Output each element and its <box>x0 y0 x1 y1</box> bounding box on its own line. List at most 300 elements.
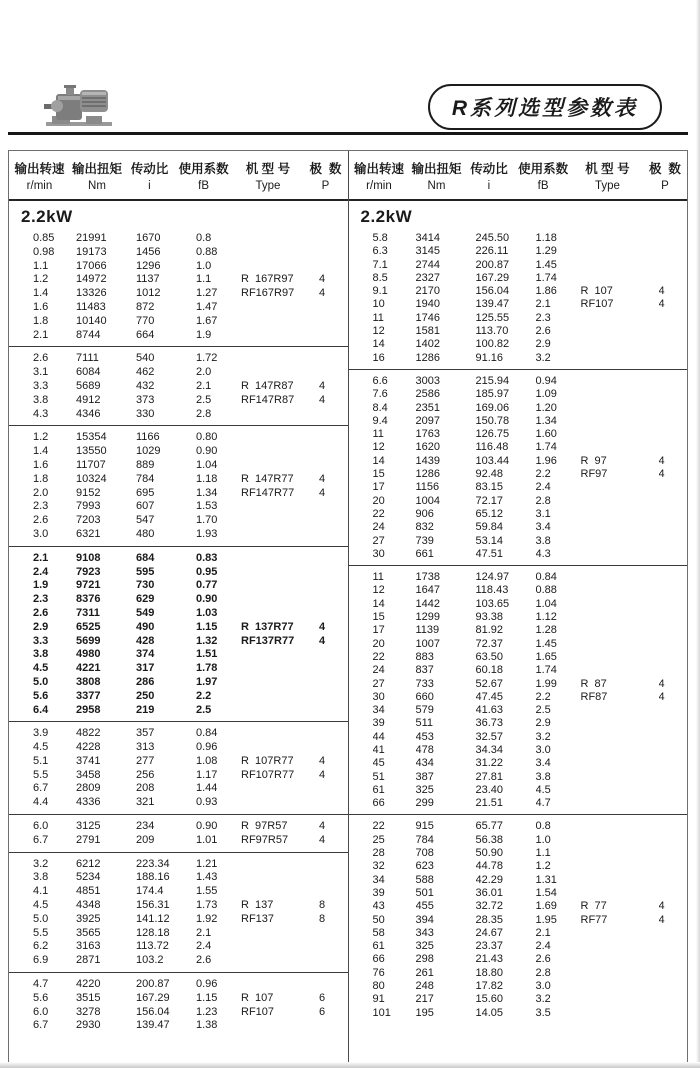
service-factor-cell: 3.1 <box>535 507 551 520</box>
output-torque-cell: 478 <box>415 743 434 756</box>
output-speed-cell: 30 <box>372 690 385 703</box>
model-type-cell <box>581 611 659 624</box>
ratio-group <box>9 431 348 541</box>
poles-cell <box>319 301 348 315</box>
poles-cell <box>659 481 688 494</box>
table-row <box>349 298 688 311</box>
table-row <box>9 704 348 718</box>
ratio-group <box>9 978 348 1033</box>
poles-cell: 8 <box>319 912 326 925</box>
service-factor-cell: 2.4 <box>535 481 551 494</box>
table-row <box>349 651 688 664</box>
ratio-cell: 36.01 <box>475 886 504 899</box>
service-factor-cell: 2.8 <box>196 407 212 420</box>
service-factor-cell: 1.1 <box>196 273 212 286</box>
output-torque-cell: 3808 <box>76 675 101 688</box>
column-header-label: 输出转速 <box>353 161 404 176</box>
ratio-cell: 277 <box>136 754 155 767</box>
model-type-cell: R 147R87 <box>241 379 294 392</box>
service-factor-cell: 2.1 <box>196 379 212 392</box>
model-type-cell <box>581 731 659 744</box>
table-row <box>9 607 348 621</box>
table-row <box>9 621 348 635</box>
output-speed-cell: 17 <box>372 481 385 494</box>
ratio-cell: 174.4 <box>136 885 164 898</box>
output-speed-cell: 41 <box>372 743 385 756</box>
table-row <box>9 246 348 260</box>
output-torque-cell: 2958 <box>76 703 101 716</box>
ratio-cell: 92.48 <box>475 468 504 481</box>
table-row <box>349 481 688 494</box>
ratio-cell: 103.65 <box>475 597 510 610</box>
poles-cell <box>659 664 688 677</box>
ratio-cell: 36.73 <box>475 717 504 730</box>
poles-cell <box>659 980 688 993</box>
table-row <box>349 771 688 784</box>
service-factor-cell: 1.20 <box>535 401 557 414</box>
column-header-unit: i <box>148 179 151 192</box>
table-body <box>349 201 688 1063</box>
column-header-unit: Nm <box>427 179 446 192</box>
service-factor-cell: 1.74 <box>535 664 557 677</box>
ratio-cell: 27.81 <box>475 770 504 783</box>
service-factor-cell: 1.15 <box>196 620 218 633</box>
output-speed-cell: 5.8 <box>372 232 388 244</box>
poles-cell <box>659 638 688 651</box>
model-type-cell: RF137R77 <box>241 634 295 647</box>
service-factor-cell: 3.5 <box>535 1006 551 1019</box>
ratio-cell: 770 <box>136 314 155 327</box>
table-row <box>349 259 688 272</box>
output-torque-cell: 661 <box>415 547 434 560</box>
ratio-cell: 188.16 <box>136 871 170 884</box>
model-type-cell <box>581 784 659 797</box>
service-factor-cell: 2.2 <box>535 468 551 481</box>
output-speed-cell: 2.3 <box>33 500 49 513</box>
service-factor-cell: 0.88 <box>196 245 218 258</box>
model-type-cell <box>581 797 659 810</box>
poles-cell <box>319 885 348 899</box>
output-torque-cell: 915 <box>415 820 434 833</box>
service-factor-cell: 1.9 <box>196 328 212 341</box>
output-torque-cell: 1581 <box>415 325 440 338</box>
table-body <box>9 201 348 1063</box>
output-speed-cell: 2.4 <box>33 565 49 578</box>
output-speed-cell: 5.5 <box>33 768 49 781</box>
poles-cell: 4 <box>319 379 326 392</box>
scan-edge-right <box>696 0 700 1068</box>
ratio-cell: 889 <box>136 458 155 471</box>
output-torque-cell: 1738 <box>415 571 440 584</box>
service-factor-cell: 1.31 <box>535 873 557 886</box>
column-header-row <box>9 151 348 201</box>
column-header-4 <box>514 159 572 192</box>
service-factor-cell: 1.08 <box>196 754 218 767</box>
service-factor-cell: 1.18 <box>535 232 557 244</box>
poles-cell: 4 <box>658 913 665 926</box>
output-torque-cell: 579 <box>415 704 434 717</box>
ratio-cell: 50.90 <box>475 847 504 860</box>
model-type-cell <box>241 978 319 992</box>
table-row <box>9 431 348 445</box>
output-speed-cell: 76 <box>372 966 385 979</box>
table-row <box>9 1019 348 1033</box>
table-row <box>349 678 688 691</box>
model-type-cell <box>581 352 659 365</box>
poles-cell: 4 <box>319 768 326 781</box>
output-torque-cell: 4336 <box>76 796 101 809</box>
model-type-cell <box>581 624 659 637</box>
service-factor-cell: 3.4 <box>535 757 551 770</box>
service-factor-cell: 1.74 <box>535 271 557 284</box>
model-type-cell <box>241 566 319 580</box>
column-header-label: 使用系数 <box>518 161 569 176</box>
table-row <box>349 598 688 611</box>
output-speed-cell: 3.3 <box>33 634 49 647</box>
output-torque-cell: 248 <box>415 980 434 993</box>
output-torque-cell: 1156 <box>415 481 440 494</box>
output-speed-cell: 4.5 <box>33 662 49 675</box>
poles-cell <box>659 651 688 664</box>
ratio-cell: 730 <box>136 579 155 592</box>
table-row <box>349 455 688 468</box>
column-header-label: 输出转速 <box>14 161 65 176</box>
table-row <box>349 900 688 913</box>
model-type-cell: RF107 <box>580 298 614 311</box>
output-speed-cell: 80 <box>372 980 385 993</box>
output-torque-cell: 837 <box>415 664 434 677</box>
output-speed-cell: 101 <box>372 1006 391 1019</box>
output-speed-cell: 24 <box>372 664 385 677</box>
service-factor-cell: 2.9 <box>535 717 551 730</box>
output-speed-cell: 22 <box>372 820 385 833</box>
service-factor-cell: 3.0 <box>535 743 551 756</box>
model-type-cell <box>241 329 319 343</box>
model-type-cell: RF147R77 <box>241 486 295 499</box>
output-torque-cell: 11483 <box>76 300 106 313</box>
scan-edge-bottom <box>0 1062 700 1068</box>
service-factor-cell: 1.72 <box>196 352 218 365</box>
output-torque-cell: 3377 <box>76 689 101 702</box>
model-type-cell <box>581 535 659 548</box>
output-torque-cell: 511 <box>415 717 434 730</box>
output-torque-cell: 5689 <box>76 379 101 392</box>
service-factor-cell: 1.01 <box>196 833 218 846</box>
table-row <box>349 860 688 873</box>
poles-cell: 4 <box>658 690 665 703</box>
model-type-cell <box>581 415 659 428</box>
ratio-cell: 607 <box>136 500 155 513</box>
table-row <box>9 459 348 473</box>
poles-cell <box>659 820 688 833</box>
table-row <box>9 232 348 246</box>
poles-cell <box>659 953 688 966</box>
output-speed-cell: 6.0 <box>33 1005 49 1018</box>
ratio-cell: 56.38 <box>475 833 504 846</box>
model-type-cell: R 87 <box>580 677 607 690</box>
model-type-cell: RF97R57 <box>241 833 289 846</box>
model-type-cell: RF97 <box>580 468 608 481</box>
ratio-cell: 141.12 <box>136 912 170 925</box>
output-torque-cell: 13326 <box>76 287 107 300</box>
table-row <box>349 428 688 441</box>
ratio-cell: 103.2 <box>136 954 164 967</box>
table-row <box>349 664 688 677</box>
service-factor-cell: 1.21 <box>196 857 218 870</box>
poles-cell <box>319 528 348 542</box>
model-type-cell <box>581 874 659 887</box>
ratio-cell: 357 <box>136 727 155 740</box>
table-row <box>349 967 688 980</box>
ratio-cell: 139.47 <box>136 1019 170 1032</box>
table-row <box>349 624 688 637</box>
service-factor-cell: 2.6 <box>196 954 212 967</box>
ratio-cell: 317 <box>136 662 155 675</box>
model-type-cell: R 137R77 <box>241 620 294 633</box>
poles-cell <box>319 579 348 593</box>
output-speed-cell: 34 <box>372 873 385 886</box>
ratio-cell: 684 <box>136 551 155 564</box>
service-factor-cell: 0.88 <box>535 584 557 597</box>
model-type-cell <box>241 782 319 796</box>
table-row <box>349 584 688 597</box>
ratio-cell: 200.87 <box>136 978 170 991</box>
service-factor-cell: 2.5 <box>196 703 212 716</box>
table-row <box>9 769 348 783</box>
output-torque-cell: 4220 <box>76 978 101 991</box>
ratio-cell: 65.12 <box>475 507 504 520</box>
poles-cell: 6 <box>319 991 326 1004</box>
model-type-cell <box>241 431 319 445</box>
ratio-group-separator <box>9 346 348 347</box>
ratio-cell: 41.63 <box>475 704 504 717</box>
output-torque-cell: 15354 <box>76 431 107 444</box>
service-factor-cell: 0.95 <box>196 565 218 578</box>
service-factor-cell: 2.1 <box>535 926 551 939</box>
poles-cell <box>659 245 688 258</box>
output-speed-cell: 12 <box>372 584 385 597</box>
poles-cell <box>659 847 688 860</box>
poles-cell: 4 <box>658 468 665 481</box>
table-row <box>349 521 688 534</box>
ratio-cell: 1029 <box>136 445 161 458</box>
output-torque-cell: 1004 <box>415 494 440 507</box>
model-type-cell: R 107 <box>580 285 613 298</box>
output-speed-cell: 22 <box>372 650 385 663</box>
output-torque-cell: 13550 <box>76 445 107 458</box>
ratio-cell: 245.50 <box>475 232 510 244</box>
column-header-unit: r/min <box>366 179 392 192</box>
model-type-cell <box>581 638 659 651</box>
table-row <box>349 402 688 415</box>
ratio-cell: 59.84 <box>475 521 504 534</box>
output-speed-cell: 11 <box>372 571 384 584</box>
table-row <box>349 953 688 966</box>
output-torque-cell: 217 <box>415 993 434 1006</box>
column-header-unit: Nm <box>88 179 106 192</box>
model-type-cell: RF107 <box>241 1005 275 1018</box>
model-type-cell: RF147R87 <box>241 393 295 406</box>
poles-cell <box>659 495 688 508</box>
ratio-cell: 428 <box>136 634 155 647</box>
ratio-group-separator <box>9 972 348 973</box>
output-torque-cell: 784 <box>415 833 434 846</box>
model-type-cell <box>241 459 319 473</box>
column-header-unit: r/min <box>26 179 53 192</box>
service-factor-cell: 1.34 <box>535 414 557 427</box>
ratio-cell: 21.51 <box>475 797 504 810</box>
output-torque-cell: 3145 <box>415 245 440 258</box>
service-factor-cell: 2.1 <box>196 926 212 939</box>
model-type-cell <box>581 375 659 388</box>
output-speed-cell: 7.1 <box>372 258 388 271</box>
model-type-cell: RF167R97 <box>241 287 295 300</box>
output-speed-cell: 5.1 <box>33 754 49 767</box>
ratio-cell: 103.44 <box>475 454 510 467</box>
table-row <box>9 978 348 992</box>
output-speed-cell: 3.9 <box>33 727 49 740</box>
table-row <box>9 927 348 941</box>
service-factor-cell: 1.0 <box>196 259 212 272</box>
service-factor-cell: 1.1 <box>535 847 551 860</box>
service-factor-cell: 1.12 <box>535 611 557 624</box>
model-type-cell: RF77 <box>580 913 608 926</box>
ratio-group-separator <box>349 369 688 370</box>
ratio-cell: 250 <box>136 689 155 702</box>
ratio-cell: 14.05 <box>475 1006 504 1019</box>
model-type-cell <box>241 940 319 954</box>
poles-cell <box>659 624 688 637</box>
poles-cell <box>319 607 348 621</box>
ratio-cell: 23.37 <box>475 940 504 953</box>
ratio-cell: 219 <box>136 703 155 716</box>
poles-cell <box>319 593 348 607</box>
ratio-cell: 32.72 <box>475 900 504 913</box>
ratio-cell: 223.34 <box>136 857 170 870</box>
output-torque-cell: 660 <box>415 690 434 703</box>
table-row <box>9 913 348 927</box>
ratio-cell: 83.15 <box>475 481 504 494</box>
ratio-cell: 93.38 <box>475 611 504 624</box>
output-speed-cell: 91 <box>372 993 385 1006</box>
table-row <box>9 690 348 704</box>
output-torque-cell: 832 <box>415 521 434 534</box>
model-type-cell <box>581 820 659 833</box>
ratio-cell: 81.92 <box>475 624 504 637</box>
model-type-cell <box>581 571 659 584</box>
output-speed-cell: 1.9 <box>33 579 49 592</box>
output-torque-cell: 3515 <box>76 991 101 1004</box>
column-header-2 <box>70 159 124 192</box>
ratio-cell: 1012 <box>136 287 161 300</box>
ratio-cell: 116.48 <box>475 441 509 454</box>
output-speed-cell: 20 <box>372 637 385 650</box>
poles-cell: 4 <box>658 298 665 311</box>
output-torque-cell: 883 <box>415 650 434 663</box>
output-speed-cell: 20 <box>372 494 385 507</box>
table-row <box>9 487 348 501</box>
column-header-6 <box>643 159 687 192</box>
service-factor-cell: 1.43 <box>196 871 218 884</box>
model-type-cell <box>241 500 319 514</box>
column-header-unit: Type <box>255 179 281 192</box>
poles-cell <box>659 717 688 730</box>
ratio-group <box>349 375 688 561</box>
service-factor-cell: 1.70 <box>196 514 218 527</box>
output-torque-cell: 1746 <box>415 311 440 324</box>
poles-cell <box>319 459 348 473</box>
poles-cell <box>319 871 348 885</box>
service-factor-cell: 2.8 <box>535 966 551 979</box>
poles-cell <box>659 704 688 717</box>
output-speed-cell: 6.3 <box>372 245 388 258</box>
ratio-cell: 156.04 <box>136 1005 170 1018</box>
service-factor-cell: 2.5 <box>535 704 551 717</box>
ratio-cell: 234 <box>136 820 155 833</box>
output-speed-cell: 32 <box>372 860 385 873</box>
ratio-cell: 47.45 <box>475 690 504 703</box>
model-type-cell: R 107R77 <box>241 754 294 767</box>
table-row <box>9 552 348 566</box>
ratio-cell: 208 <box>136 782 155 795</box>
table-row <box>349 272 688 285</box>
poles-cell <box>659 571 688 584</box>
service-factor-cell: 1.74 <box>535 441 557 454</box>
service-factor-cell: 1.96 <box>535 454 557 467</box>
model-type-cell <box>581 388 659 401</box>
output-torque-cell: 501 <box>415 886 434 899</box>
power-rating-label: 2.2kW <box>21 207 73 226</box>
output-torque-cell: 2809 <box>76 782 101 795</box>
service-factor-cell: 1.73 <box>196 899 218 912</box>
output-torque-cell: 5699 <box>76 634 101 647</box>
table-row <box>9 858 348 872</box>
poles-cell <box>319 232 348 246</box>
output-torque-cell: 1402 <box>415 338 440 351</box>
output-torque-cell: 2586 <box>415 388 440 401</box>
service-factor-cell: 3.2 <box>535 730 551 743</box>
poles-cell <box>319 927 348 941</box>
poles-cell <box>659 744 688 757</box>
output-torque-cell: 1286 <box>415 351 440 364</box>
output-torque-cell: 1139 <box>415 624 440 637</box>
service-factor-cell: 1.53 <box>196 500 218 513</box>
output-speed-cell: 1.2 <box>33 431 49 444</box>
poles-cell <box>659 325 688 338</box>
column-header-label: 输出扭矩 <box>71 161 122 176</box>
model-type-cell <box>241 690 319 704</box>
column-header-3 <box>464 159 515 192</box>
output-speed-cell: 9.4 <box>372 414 388 427</box>
output-torque-cell: 455 <box>415 900 434 913</box>
output-torque-cell: 3414 <box>415 232 440 244</box>
table-row <box>9 782 348 796</box>
table-row <box>9 834 348 848</box>
output-speed-cell: 3.2 <box>33 857 49 870</box>
output-torque-cell: 8744 <box>76 328 101 341</box>
model-type-cell <box>581 245 659 258</box>
service-factor-cell: 2.2 <box>535 690 551 703</box>
service-factor-cell: 2.6 <box>535 325 551 338</box>
output-speed-cell: 1.8 <box>33 314 49 327</box>
poles-cell <box>659 521 688 534</box>
table-row <box>349 797 688 810</box>
poles-cell: 4 <box>319 833 326 846</box>
table-row <box>349 834 688 847</box>
ratio-group <box>9 727 348 810</box>
ratio-cell: 374 <box>136 648 155 661</box>
poles-cell <box>319 500 348 514</box>
